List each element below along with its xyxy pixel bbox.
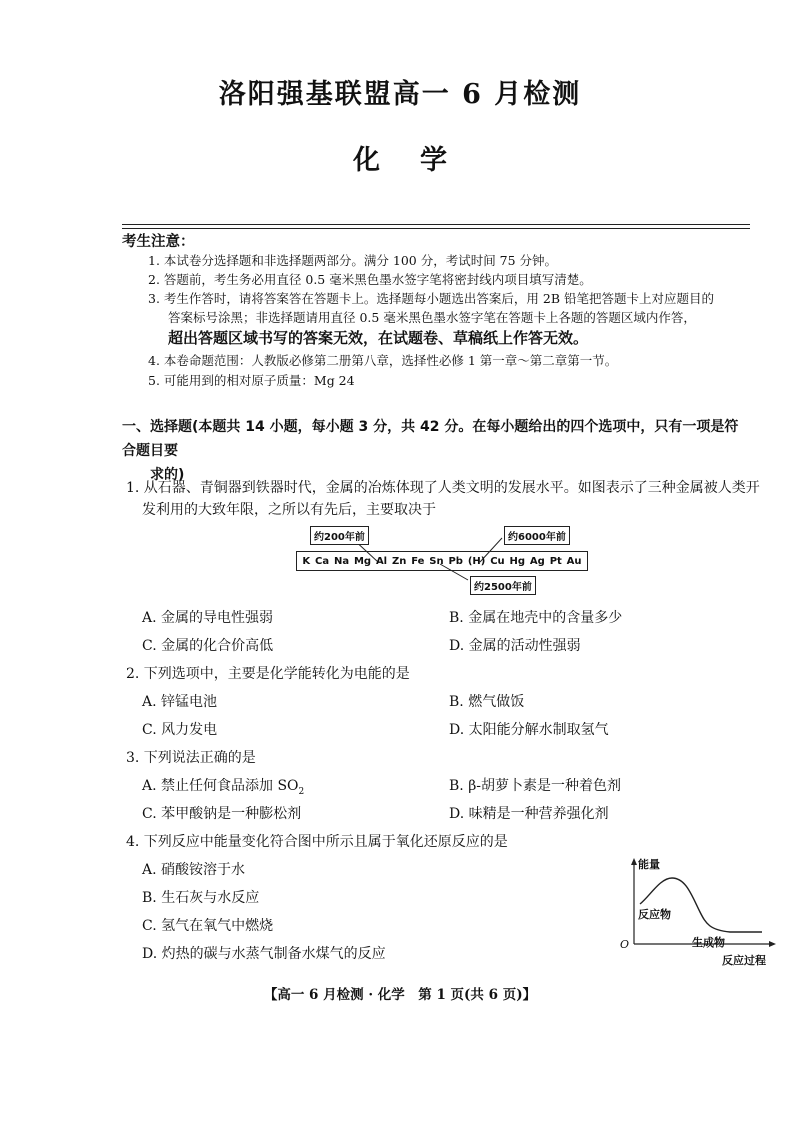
reaction-process-label: 反应过程 [722, 954, 766, 967]
metal-na: Na [333, 555, 350, 567]
q1-option-a: A. 金属的导电性强弱 [142, 610, 274, 626]
q3-stem: 3. 下列说法正确的是 [126, 750, 256, 766]
x-axis-arrow-icon [769, 941, 776, 947]
metal-au: Au [566, 555, 582, 567]
tag-al-200-years: 约200年前 [310, 526, 369, 545]
q2-option-a: A. 锌锰电池 [142, 694, 218, 710]
notice-item-4: 4. 本卷命题范围：人教版必修第二册第八章，选择性必修 1 第一章～第二章第一节。 [148, 353, 618, 368]
notice-item-3-emphasis: 超出答题区域书写的答案无效，在试题卷、草稿纸上作答无效。 [168, 329, 589, 347]
y-axis-arrow-icon [631, 858, 637, 865]
notice-item-1: 1. 本试卷分选择题和非选择题两部分。满分 100 分，考试时间 75 分钟。 [148, 253, 558, 268]
metal-cu: Cu [490, 555, 505, 567]
q3-option-a-text: A. 禁止任何食品添加 SO [142, 778, 299, 794]
notice-item-3-cont: 答案标号涂黑；非选择题请用直径 0.5 毫米黑色墨水签字笔在答题卡上各题的答题区域内作答， [168, 310, 696, 325]
q1-option-c: C. 金属的化合价高低 [142, 638, 274, 654]
notice-item-5: 5. 可能用到的相对原子质量：Mg 24 [148, 373, 355, 388]
metal-h: (H) [467, 555, 486, 567]
metal-k: K [302, 555, 311, 567]
q1-option-b: B. 金属在地壳中的含量多少 [449, 610, 623, 626]
energy-curve [640, 878, 762, 932]
metal-hg: Hg [509, 555, 526, 567]
subject-title: 化学 [353, 145, 487, 176]
q4-stem: 4. 下列反应中能量变化符合图中所示且属于氧化还原反应的是 [126, 834, 508, 850]
q1-option-d: D. 金属的活动性强弱 [449, 638, 581, 654]
metal-activity-series [296, 551, 588, 571]
metal-fe: Fe [411, 555, 425, 567]
page-footer: 【高一 6 月检测 · 化学 第 1 页(共 6 页)】 [263, 987, 537, 1003]
divider-thick [122, 224, 750, 225]
origin-label: O [620, 938, 630, 951]
metal-ag: Ag [529, 555, 545, 567]
q4-option-b: B. 生石灰与水反应 [142, 890, 260, 906]
metal-pb: Pb [448, 555, 463, 567]
q2-option-b: B. 燃气做饭 [449, 694, 525, 710]
q3-option-d: D. 味精是一种营养强化剂 [449, 806, 609, 822]
reactant-label: 反应物 [638, 908, 671, 921]
metal-pt: Pt [549, 555, 562, 567]
energy-axis-label: 能量 [638, 858, 660, 871]
notice-item-3: 3. 考生作答时，请将答案答在答题卡上。选择题每小题选出答案后，用 2B 铅笔把答题卡上对应题目的 [148, 291, 714, 306]
q2-option-d: D. 太阳能分解水制取氢气 [449, 722, 609, 738]
q3-option-c: C. 苯甲酸钠是一种膨松剂 [142, 806, 302, 822]
q3-option-b: B. β-胡萝卜素是一种着色剂 [449, 778, 622, 794]
metal-al: Al [375, 555, 388, 567]
metal-zn: Zn [391, 555, 407, 567]
metal-ca: Ca [315, 555, 330, 567]
metal-mg: Mg [353, 555, 372, 567]
divider-thin [122, 228, 750, 229]
energy-diagram [612, 856, 782, 968]
notice-item-2: 2. 答题前，考生务必用直径 0.5 毫米黑色墨水签字笔将密封线内项目填写清楚。 [148, 272, 592, 287]
q3-option-a [142, 775, 304, 797]
q1-stem-line1: 1. 从石器、青铜器到铁器时代，金属的冶炼体现了人类文明的发展水平。如图表示了三种金属被人类开 [126, 480, 760, 496]
q4-option-d: D. 灼热的碳与水蒸气制备水煤气的反应 [142, 946, 386, 962]
exam-title: 洛阳强基联盟高一 6 月检测 [218, 79, 582, 110]
section-heading-line2: 求的) [150, 467, 185, 483]
tag-cu-6000-years: 约6000年前 [504, 526, 570, 545]
metal-sn: Sn [429, 555, 444, 567]
q2-stem: 2. 下列选项中，主要是化学能转化为电能的是 [126, 666, 410, 682]
q2-option-c: C. 风力发电 [142, 722, 218, 738]
q3-option-a-subscript: 2 [298, 786, 305, 797]
tag-fe-2500-years: 约2500年前 [470, 576, 536, 595]
notice-heading: 考生注意： [122, 233, 195, 250]
q1-stem-line2: 发利用的大致年限，之所以有先后，主要取决于 [142, 502, 436, 518]
q4-option-a: A. 硝酸铵溶于水 [142, 862, 246, 878]
q4-option-c: C. 氢气在氧气中燃烧 [142, 918, 274, 934]
product-label: 生成物 [692, 936, 725, 949]
section-heading-line1: 一、选择题(本题共 14 小题，每小题 3 分，共 42 分。在每小题给出的四个选项中，只有一项是符合题目要 [122, 419, 739, 459]
